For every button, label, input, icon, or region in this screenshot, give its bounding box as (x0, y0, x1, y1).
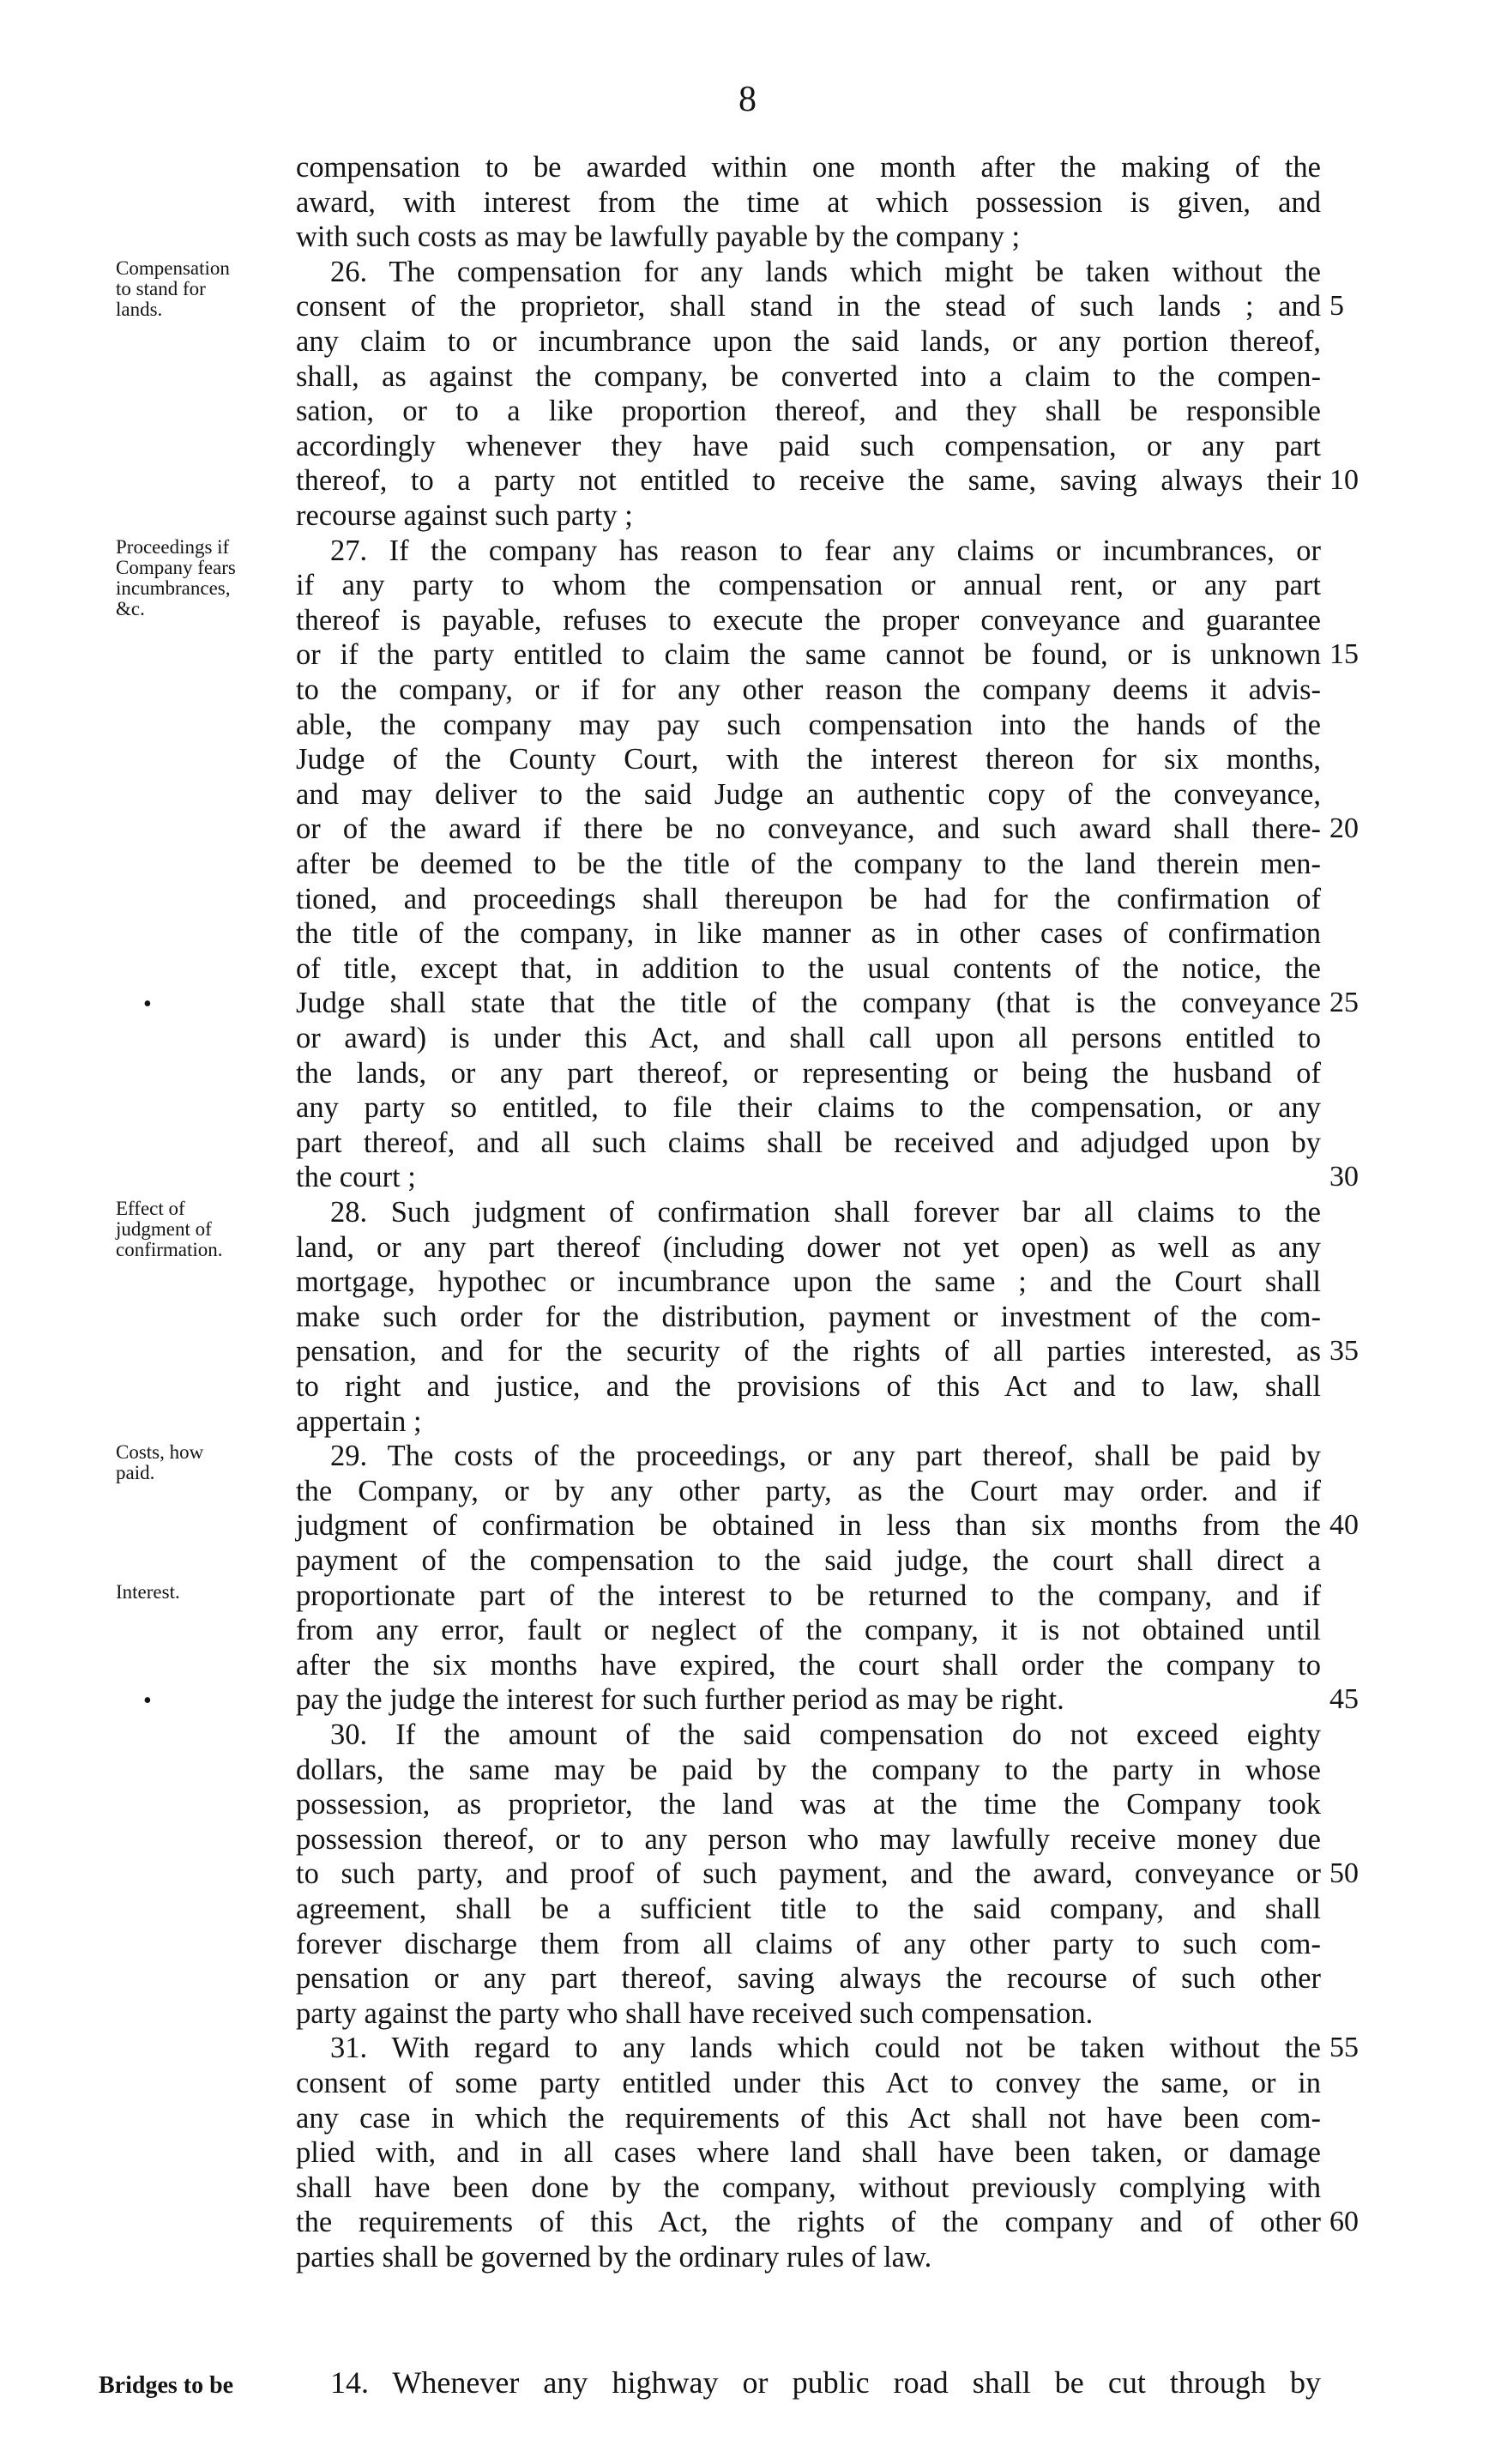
margin-note: Proceedings if Company fears incumbrances, &c. (116, 535, 236, 619)
line-number: 10 (1329, 464, 1359, 497)
body-line: consent of the proprietor, shall stand in the stead of such lands ; and (296, 290, 1321, 323)
body-line: of title, except that, in addition to the usual contents of the notice, the (296, 951, 1321, 985)
margin-dot: • (143, 991, 152, 1018)
line-number: 30 (1329, 1161, 1359, 1193)
body-line: tioned, and proceedings shall thereupon be had for the confirmation of (296, 882, 1321, 915)
margin-dot: • (143, 1688, 152, 1715)
body-line: any case in which the requirements of this Act shall not have been com- (296, 2101, 1321, 2135)
body-line: 30. If the amount of the said compensation do not exceed eighty (330, 1718, 1321, 1751)
margin-note: Costs, how paid. (116, 1441, 204, 1484)
body-line: if any party to whom the compensation or annual rent, or any part (296, 569, 1321, 602)
body-line: payment of the compensation to the said judge, the court shall direct a (296, 1544, 1321, 1577)
body-line: sation, or to a like proportion thereof, and they shall be responsible (296, 395, 1321, 428)
body-line: Judge shall state that the title of the company (that is the conveyance (296, 987, 1321, 1020)
body-line: after the six months have expired, the court shall order the company to (296, 1648, 1321, 1682)
body-line: with such costs as may be lawfully payable by the company ; (296, 220, 1021, 254)
body-line: land, or any part thereof (including dower not yet open) as well as any (296, 1230, 1321, 1264)
body-line: or of the award if there be no conveyance, and such award shall there- (296, 812, 1321, 846)
line-number: 55 (1329, 2032, 1359, 2064)
line-number: 60 (1329, 2206, 1359, 2238)
line-number: 15 (1329, 638, 1359, 671)
body-line: thereof is payable, refuses to execute the proper conveyance and guarantee (296, 603, 1321, 637)
body-line: or if the party entitled to claim the same cannot be found, or is unknown (296, 638, 1321, 672)
body-line: shall have been done by the company, without previously complying with (296, 2171, 1321, 2204)
line-number: 40 (1329, 1509, 1359, 1542)
body-line: the title of the company, in like manner as in other cases of confirmation (296, 917, 1321, 951)
body-line: appertain ; (296, 1404, 422, 1438)
page-number: 8 (738, 80, 757, 119)
body-line: from any error, fault or neglect of the company, it is not obtained until (296, 1614, 1321, 1647)
body-line: part thereof, and all such claims shall be received and adjudged upon by (296, 1126, 1321, 1159)
body-line: dollars, the same may be paid by the company to the party in whose (296, 1753, 1321, 1786)
body-line: mortgage, hypothec or incumbrance upon the same ; and the Court shall (296, 1265, 1321, 1299)
body-line: the requirements of this Act, the rights of the company and of other (296, 2206, 1321, 2239)
body-line: Judge of the County Court, with the interest thereon for six months, (296, 743, 1321, 776)
body-line: to such party, and proof of such payment, and the award, conveyance or (296, 1857, 1321, 1891)
body-line: party against the party who shall have received such compensation. (296, 1996, 1094, 2030)
line-number: 35 (1329, 1335, 1359, 1368)
body-line: to right and justice, and the provisions of this Act and to law, shall (296, 1370, 1321, 1403)
margin-note: Interest. (116, 1580, 180, 1603)
body-line: make such order for the distribution, payment or investment of the com- (296, 1300, 1321, 1333)
body-line: agreement, shall be a sufficient title to the said company, and shall (296, 1893, 1321, 1925)
margin-note: Effect of judgment of confirmation. (116, 1198, 223, 1260)
body-line: recourse against such party ; (296, 499, 633, 532)
body-line: 27. If the company has reason to fear any claims or incumbrances, or (330, 534, 1321, 567)
body-line: or award) is under this Act, and shall call upon all persons entitled to (296, 1022, 1321, 1054)
line-number: 25 (1329, 987, 1359, 1019)
body-line: 26. The compensation for any lands which might be taken without the (330, 255, 1321, 288)
body-line: pensation, and for the security of the rights of all parties interested, as (296, 1335, 1321, 1368)
body-line: 29. The costs of the proceedings, or any part thereof, shall be paid by (330, 1440, 1321, 1473)
body-line: 31. With regard to any lands which could not be taken without the (330, 2032, 1321, 2065)
body-line: the court ; (296, 1161, 416, 1194)
body-line: compensation to be awarded within one month after the making of the (296, 151, 1321, 184)
body-line: to the company, or if for any other reason the company deems it advis- (296, 673, 1321, 706)
line-number: 50 (1329, 1857, 1359, 1890)
body-line: the Company, or by any other party, as the Court may order. and if (296, 1474, 1321, 1507)
margin-note: Compensation to stand for lands. (116, 257, 230, 320)
body-line: after be deemed to be the title of the company to the land therein men- (296, 848, 1321, 880)
body-line: accordingly whenever they have paid such compensation, or any part (296, 429, 1321, 462)
body-line: and may deliver to the said Judge an authentic copy of the conveyance, (296, 777, 1321, 811)
body-line: consent of some party entitled under this Act to convey the same, or in (296, 2067, 1321, 2099)
body-line: plied with, and in all cases where land shall have been taken, or damage (296, 2136, 1321, 2170)
body-line: any party so entitled, to file their claims to the compensation, or any (296, 1091, 1321, 1125)
body-line: any claim to or incumbrance upon the said lands, or any portion thereof, (296, 325, 1321, 358)
line-number: 20 (1329, 812, 1359, 845)
footer-section-text: 14. Whenever any highway or public road shall be cut through by (330, 2365, 1321, 2400)
footer-margin-note: Bridges to be (99, 2372, 234, 2399)
body-line: 28. Such judgment of confirmation shall forever bar all claims to the (330, 1196, 1321, 1229)
body-line: forever discharge them from all claims of any other party to such com- (296, 1927, 1321, 1960)
body-line: parties shall be governed by the ordinary rules of law. (296, 2241, 932, 2274)
body-line: possession thereof, or to any person who may lawfully receive money due (296, 1822, 1321, 1856)
body-line: shall, as against the company, be converted into a claim to the compen- (296, 359, 1321, 393)
line-number: 5 (1329, 290, 1344, 323)
line-number: 45 (1329, 1683, 1359, 1716)
body-line: possession, as proprietor, the land was at the time the Company took (296, 1788, 1321, 1821)
body-line: proportionate part of the interest to be returned to the company, and if (296, 1579, 1321, 1612)
body-line: award, with interest from the time at which possession is given, and (296, 185, 1321, 219)
body-line: pensation or any part thereof, saving always the recourse of such other (296, 1962, 1321, 1996)
body-line: able, the company may pay such compensation into the hands of the (296, 708, 1321, 741)
body-line: judgment of confirmation be obtained in less than six months from the (296, 1509, 1321, 1543)
body-line: the lands, or any part thereof, or representing or being the husband of (296, 1056, 1321, 1090)
body-line: pay the judge the interest for such further period as may be right. (296, 1683, 1064, 1717)
body-line: thereof, to a party not entitled to receive the same, saving always their (296, 464, 1321, 498)
